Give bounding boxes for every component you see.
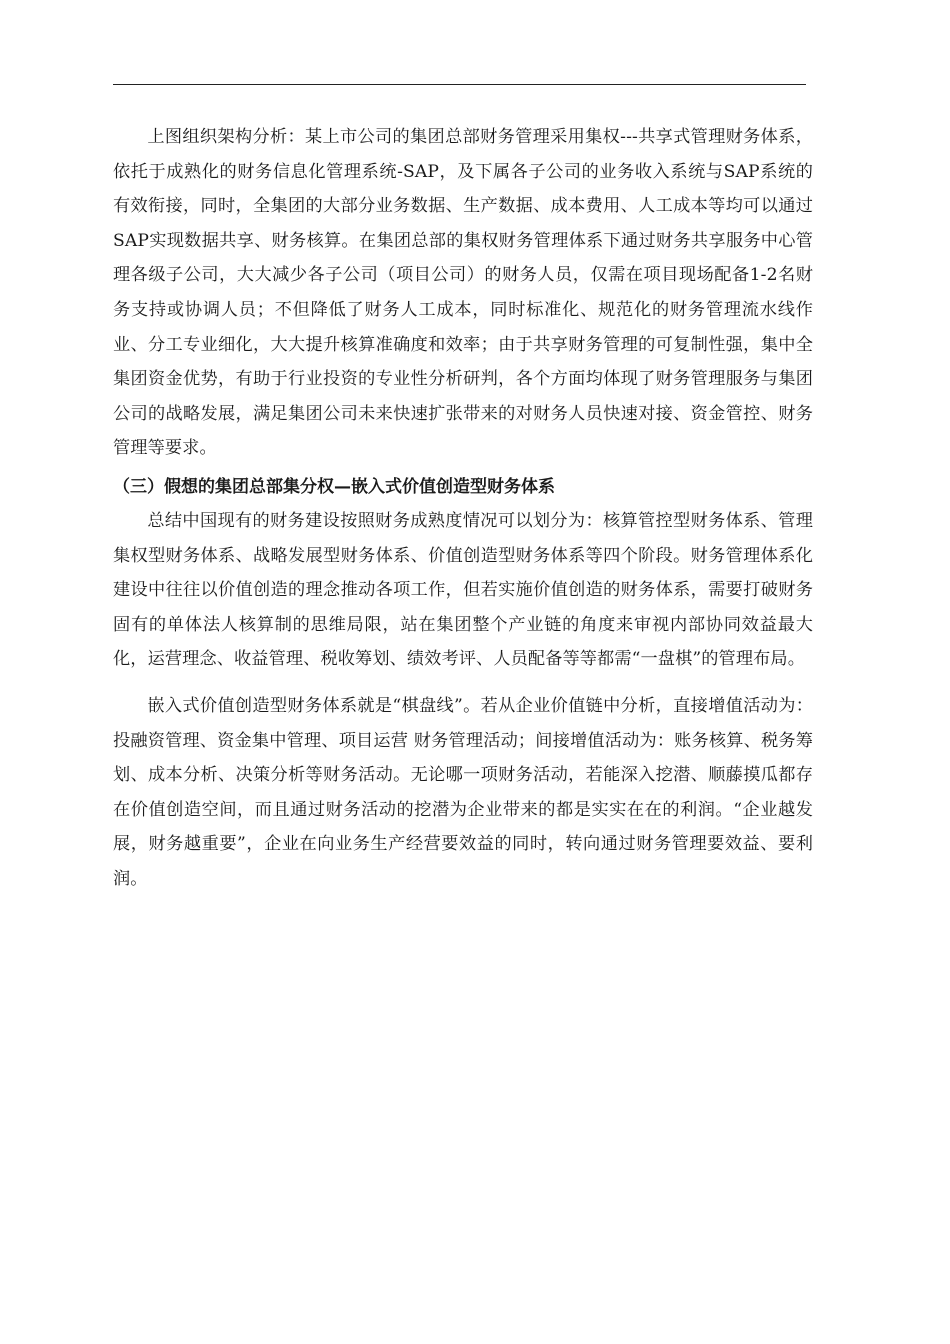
paragraph-value-creation: 嵌入式价值创造型财务体系就是“棋盘线”。若从企业价值链中分析，直接增值活动为：投融资管理、资金集中管理、项目运营 财务管理活动；间接增值活动为：账务核算、税务筹划、成本分析、决策分析等财务活动。无论哪一项财务活动，若能深入挖潜、顺藤摸瓜都存在价值创造空间，而且通过财务活动的挖潜为企业带来的都是实实在在的利润。“企业越发展，财务越重要”，企业在向业务生产经营要效益的同时，转向通过财务管理要效益、要利润。 xyxy=(113,695,813,889)
section-heading: （三）假想的集团总部集分权—嵌入式价值创造型财务体系 xyxy=(113,476,555,497)
header-rule xyxy=(113,84,806,85)
document-body xyxy=(113,120,813,896)
paragraph-org-analysis: 上图组织架构分析：某上市公司的集团总部财务管理采用集权---共享式管理财务体系，依托于成熟化的财务信息化管理系统-SAP，及下属各子公司的业务收入系统与SAP系统的有效衔接，同时，全集团的大部分业务数据、生产数据、成本费用、人工成本等均可以通过SAP实现数据共享、财务核算。在集团总部的集权财务管理体系下通过财务共享服务中心管理各级子公司，大大减少各子公司（项目公司）的财务人员，仅需在项目现场配备1-2名财务支持或协调人员；不但降低了财务人工成本，同时标准化、规范化的财务管理流水线作业、分工专业细化，大大提升核算准确度和效率；由于共享财务管理的可复制性强，集中全集团资金优势，有助于行业投资的专业性分析研判，各个方面均体现了财务管理服务与集团公司的战略发展，满足集团公司未来快速扩张带来的对财务人员快速对接、资金管控、财务管理等要求。 xyxy=(113,127,813,459)
paragraph-maturity-stages: 总结中国现有的财务建设按照财务成熟度情况可以划分为：核算管控型财务体系、管理集权型财务体系、战略发展型财务体系、价值创造型财务体系等四个阶段。财务管理体系化建设中往往以价值创造的理念推动各项工作，但若实施价值创造的财务体系，需要打破财务固有的单体法人核算制的思维局限，站在集团整个产业链的角度来审视内部协同效益最大化，运营理念、收益管理、税收筹划、绩效考评、人员配备等等都需“一盘棋”的管理布局。 xyxy=(113,510,813,670)
